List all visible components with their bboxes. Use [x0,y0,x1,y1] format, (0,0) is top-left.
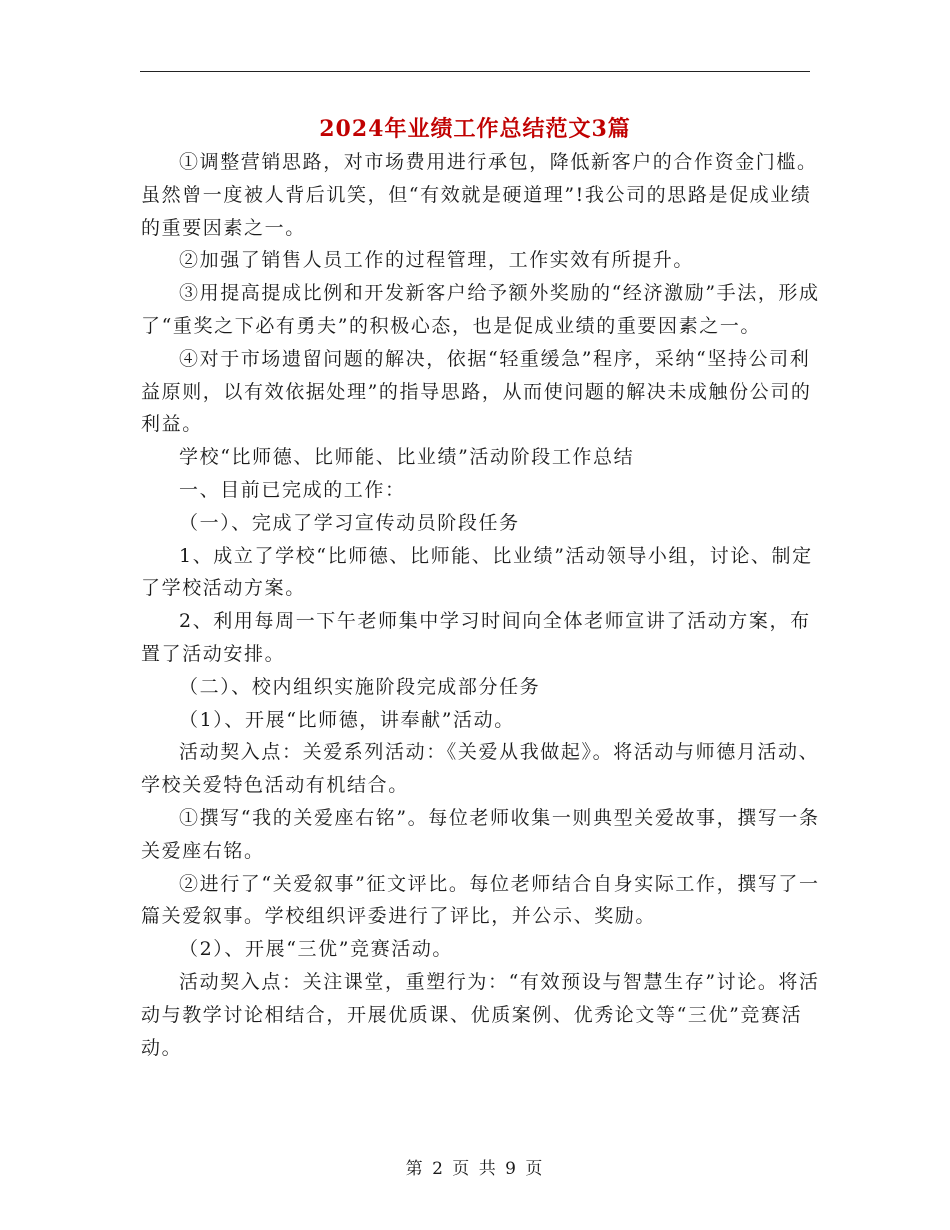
paragraph: 活动契入点：关注课堂，重塑行为：“有效预设与智慧生存”讨论。将活动与教学讨论相结合，开展优质课、优质案例、优秀论文等“三优”竞赛活动。 [141,970,820,1059]
paragraph: （1）、开展“比师德，讲奉献”活动。 [179,708,515,731]
document-body [141,146,821,1064]
paragraph: （二）、校内组织实施阶段完成部分任务 [179,675,541,698]
paragraph: ①撰写“我的关爱座右铭”。每位老师收集一则典型关爱故事，撰写一条关爱座右铭。 [141,806,820,862]
header-rule [140,71,810,72]
paragraph: （一）、完成了学习宣传动员阶段任务 [179,511,520,534]
paragraph: 1、成立了学校“比师德、比师能、比业绩”活动领导小组，讨论、制定了学校活动方案。 [141,544,813,600]
page-number: 第 2 页 共 9 页 [405,1159,545,1179]
paragraph: ②加强了销售人员工作的过程管理，工作实效有所提升。 [179,249,695,272]
paragraph: 活动契入点：关爱系列活动：《关爱从我做起》。将活动与师德月活动、学校关爱特色活动有机结合。 [141,741,820,797]
paragraph: ③用提高提成比例和开发新客户给予额外奖励的“经济激励”手法，形成了“重奖之下必有勇夫”的积极心态，也是促成业绩的重要因素之一。 [141,282,820,337]
paragraph: ④对于市场遗留问题的解决，依据“轻重缓急”程序，采纳“坚持公司利益原则，以有效依据处理”的指导思路，从而使问题的解决未成触份公司的利益。 [141,347,812,436]
paragraph: ①调整营销思路，对市场费用进行承包，降低新客户的合作资金门槛。虽然曾一度被人背后讥笑，但“有效就是硬道理”!我公司的思路是促成业绩的重要因素之一。 [141,151,818,239]
paragraph: 一、目前已完成的工作： [179,478,406,501]
paragraph: ②进行了“关爱叙事”征文评比。每位老师结合自身实际工作，撰写了一篇关爱叙事。学校组织评委进行了评比，并公示、奖励。 [141,872,820,928]
paragraph: 2、利用每周一下午老师集中学习时间向全体老师宣讲了活动方案，布置了活动安排。 [141,610,811,665]
paragraph: （2）、开展“三优”竞赛活动。 [179,938,454,961]
document-title: 2024年业绩工作总结范文3篇 [319,116,631,142]
paragraph: 学校“比师德、比师能、比业绩”活动阶段工作总结 [179,446,635,469]
